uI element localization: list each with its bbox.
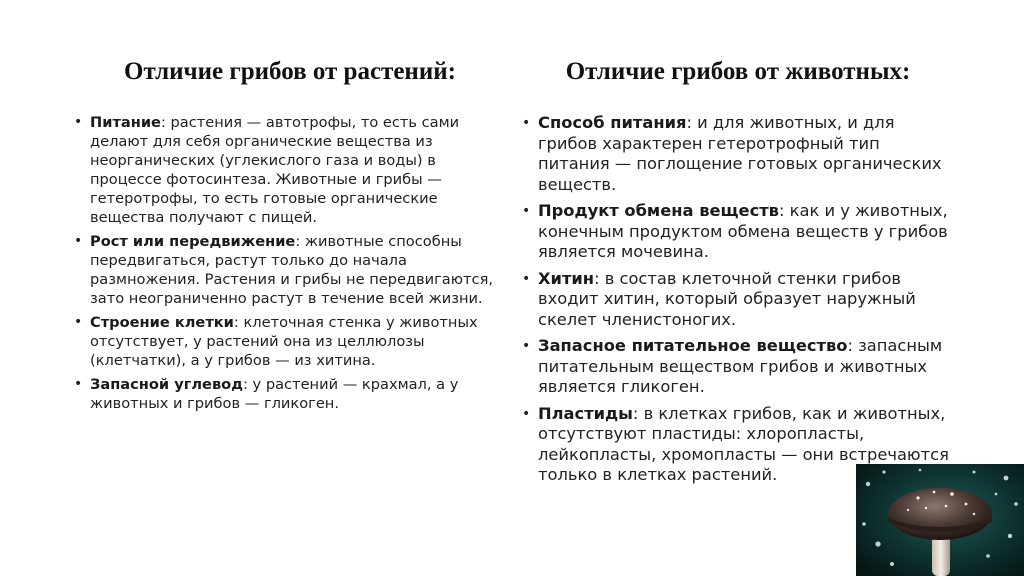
list-item [74,113,504,227]
bullet-icon: • [74,114,83,130]
bullet-icon: • [74,376,83,392]
bullet-icon: • [522,115,531,131]
list-item [522,336,952,398]
plants-comparison-list [74,113,504,418]
item-term: Продукт обмена веществ [538,201,779,220]
list-item [74,313,504,370]
item-text: : запасным питательным веществом грибов и животных является гликоген. [538,336,943,396]
item-text: : как и у животных, конечным продуктом обмена веществ у грибов является мочевина. [538,201,948,261]
bullet-icon: • [74,314,83,330]
animals-comparison-list [522,113,952,492]
item-text: : животные способны передвигаться, растут только до начала размножения. Растения и грибы не передвигаются, зато неограниченно растут в течение всей жизни. [90,233,493,307]
mushroom-icon [856,464,1024,576]
right-heading: Отличие грибов от животных: [565,58,911,85]
list-item [522,113,952,195]
item-term: Хитин [538,268,595,288]
bullet-icon: • [74,233,83,249]
bullet-icon: • [522,338,531,354]
item-text: : в клетках грибов, как и животных, отсутствуют пластиды: хлоропласты, лейкопласты, хромопласты — они встречаются только в клетках растений. [538,403,949,484]
item-term: Питание [90,114,161,131]
item-text: : у растений — крахмал, а у животных и грибов — гликоген. [90,376,459,412]
list-item [522,269,952,331]
item-term: Способ питания [538,113,687,132]
item-text: : растения — автотрофы, то есть сами делают для себя органические вещества из неорганических (углекислого газа и воды) в процессе фотосинтеза. Животные и грибы — гетеротрофы, то есть готовые органические вещества получают с пищей. [90,114,460,226]
bullet-icon: • [522,270,531,287]
item-term: Строение клетки [90,314,234,331]
left-heading: Отличие грибов от растений: [124,58,456,85]
bullet-icon: • [522,405,531,422]
item-text: : клеточная стенка у животных отсутствует, у растений она из целлюлозы (клетчатки), а у грибов — из хитина. [90,314,478,369]
item-term: Пластиды [538,403,633,423]
list-item [522,201,952,263]
list-item [74,232,504,308]
item-term: Запасной углевод [90,376,243,393]
item-text: : в состав клеточной стенки грибов входит хитин, который образует наружный скелет членистоногих. [538,268,916,329]
item-text: : и для животных, и для грибов характерен гетеротрофный тип питания — поглощение готовых органических веществ. [538,113,942,194]
bullet-icon: • [522,203,531,219]
list-item [74,375,504,413]
item-term: Запасное питательное вещество [538,336,848,355]
mushroom-photo [856,464,1024,576]
item-term: Рост или передвижение [90,233,296,250]
